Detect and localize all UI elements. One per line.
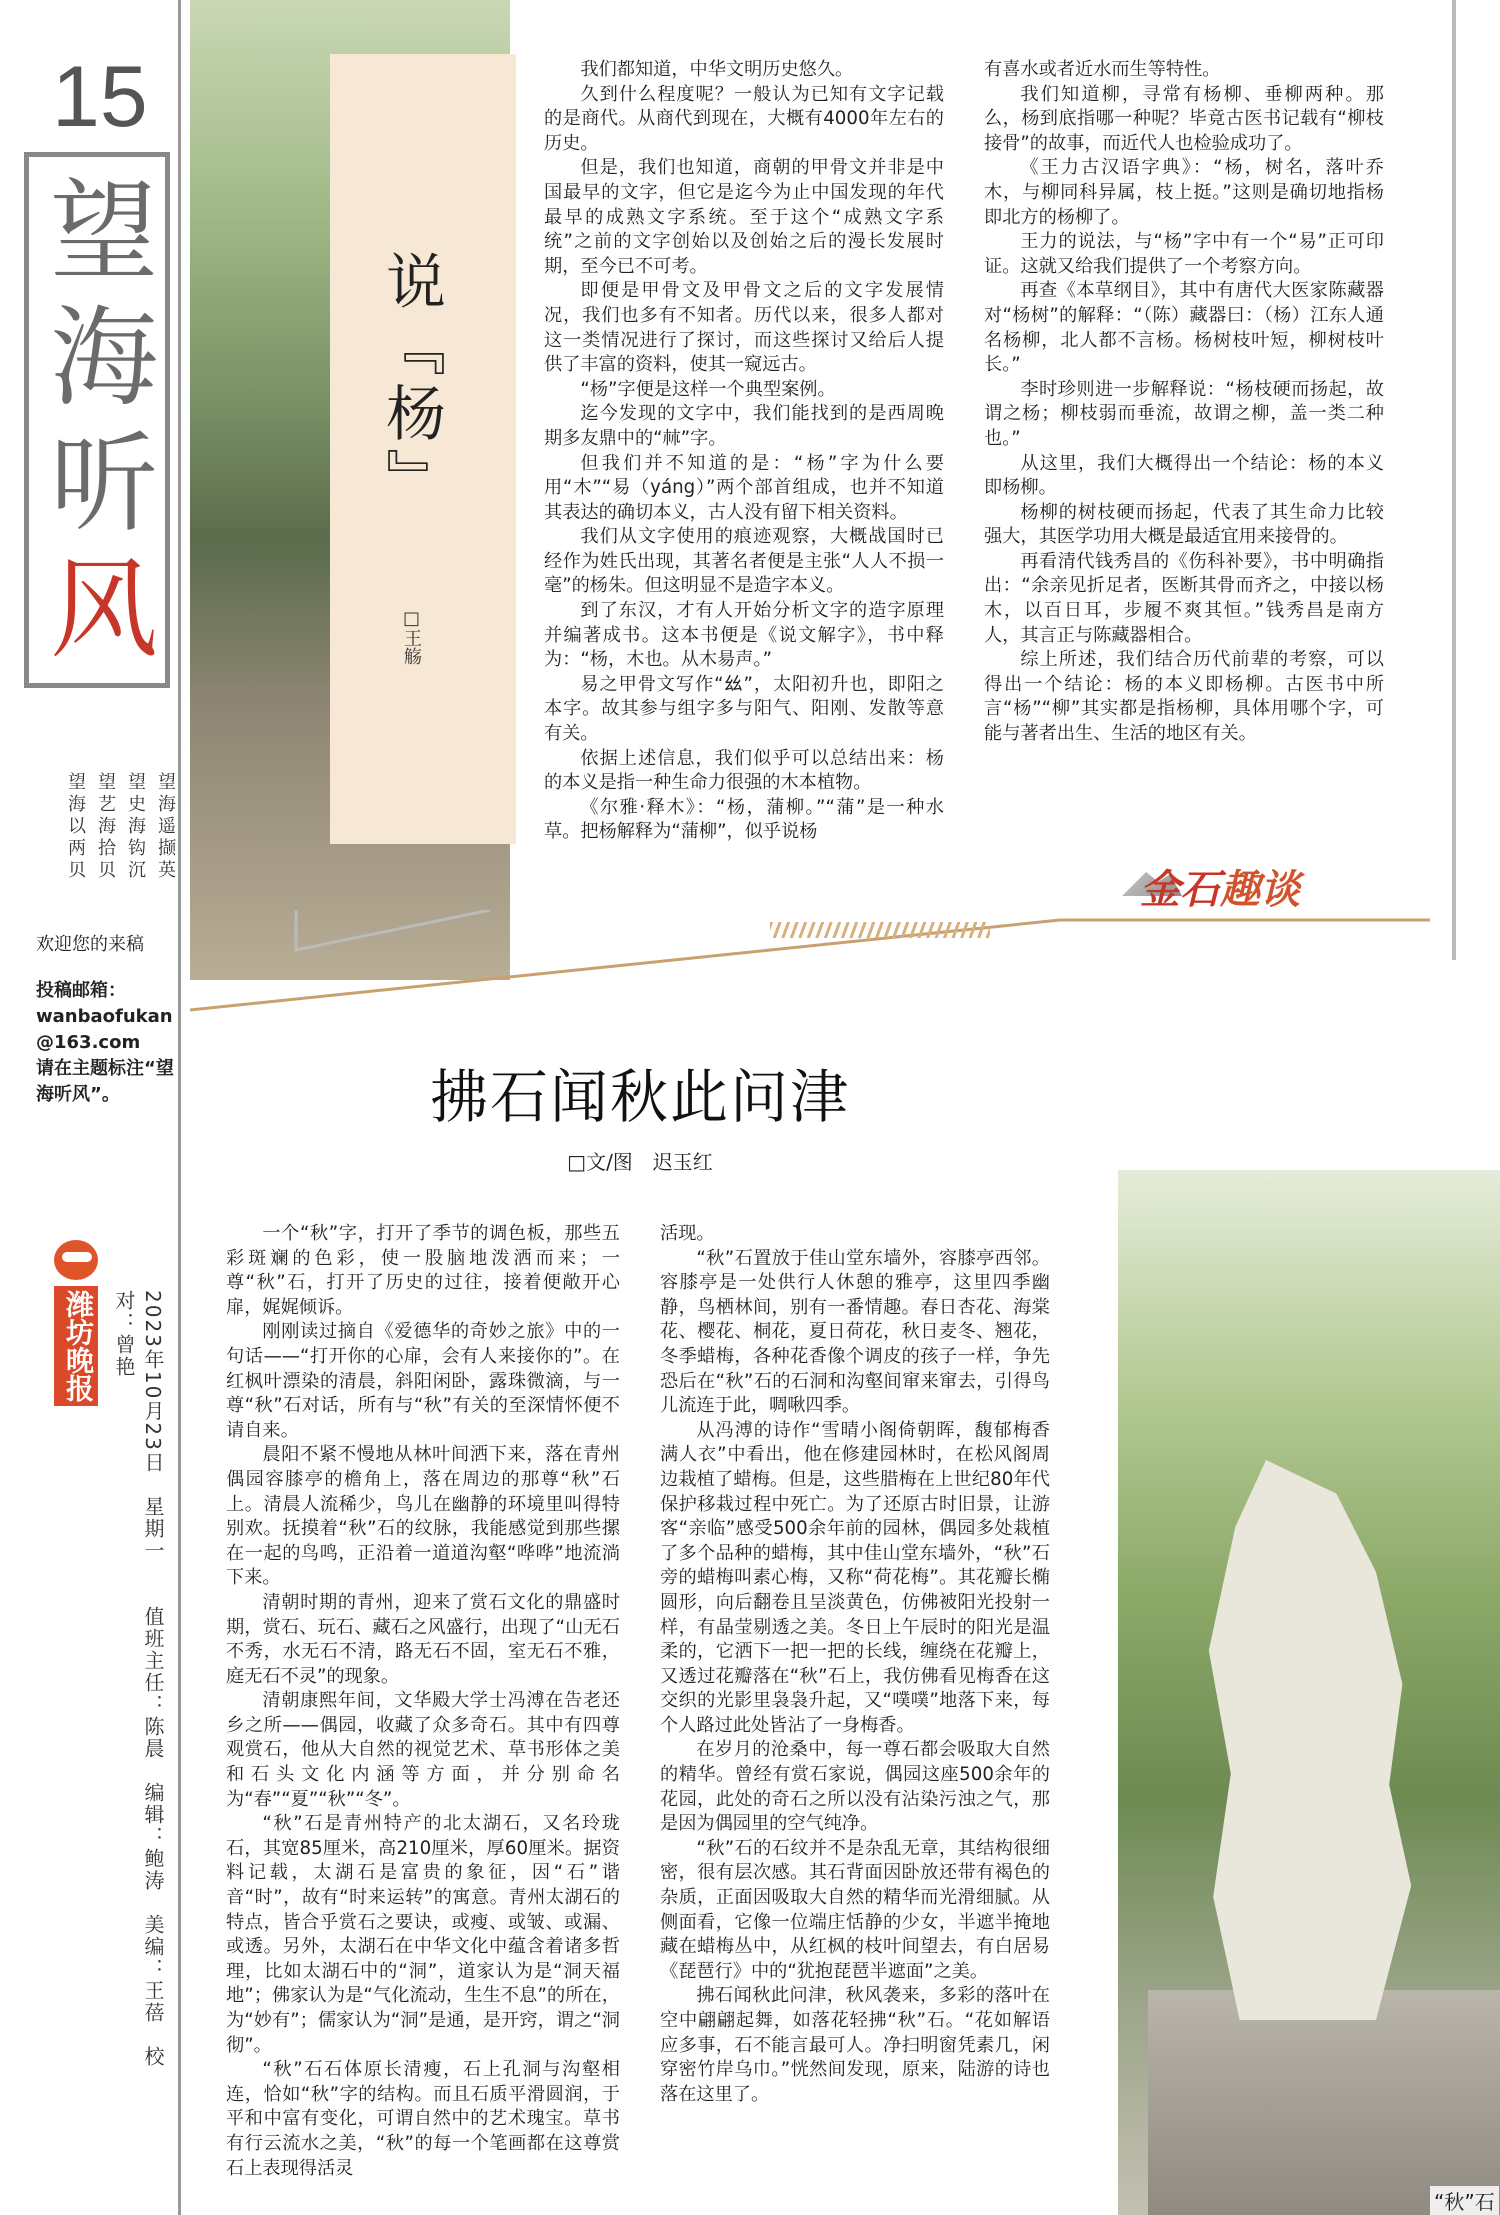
paragraph: 活现。 [660,1223,715,1244]
paragraph: 但是，我们也知道，商朝的甲骨文并非是中国最早的文字，但它是迄今为止中国发现的年代最早的成熟文字系统。至于这个“成熟文字系统”之前的文字创始以及创始之后的漫长发展时期，至今已不可考。 [544,157,944,277]
article-title: 拂石闻秋此问津 [429,1063,850,1131]
paragraph: 到了东汉，才有人开始分析文字的造字原理并编著成书。这本书便是《说文解字》，书中释为：“杨，木也。从木昜声。” [544,600,944,671]
submission-info [36,978,176,1108]
paragraph: 再看清代钱秀昌的《伤科补要》，书中明确指出：“余亲见折足者，医断其骨而齐之，中接以杨木，以百日耳，步履不爽其恒。”钱秀昌是南方人，其言正与陈藏器相合。 [984,550,1384,646]
column-title-char: 听 [50,422,159,547]
paragraph: 但我们并不知道的是：“杨”字为什么要用“木”“易（yáng）”两个部首组成，也并不知道其表达的确切本义，古人没有留下相关资料。 [544,452,944,523]
email-address-line2: @163.com [36,1032,141,1053]
paragraph: “杨”字便是这样一个典型案例。 [580,378,836,400]
paragraph: 有喜水或者近水而生等特性。 [984,59,1221,80]
article-column [226,1222,620,2181]
article-title: 说『杨』 [376,250,446,514]
paragraph: 《尔雅·释木》：“杨，蒲柳。”“蒲”是一种水草。把杨解释为“蒲柳”，似乎说杨 [544,796,944,843]
welcome-text: 欢迎您的来稿 [36,934,144,955]
paragraph: 李时珍则进一步解释说：“杨枝硬而扬起，故谓之杨；柳枝弱而垂流，故谓之柳，盖一类二种也。” [984,378,1384,449]
slogan-line: 望海以两贝 [65,772,86,882]
paragraph: 杨柳的树枝硬而扬起，代表了其生命力比较强大，其医学功用大概是最适宜用来接骨的。 [984,501,1384,548]
rail-divider [178,0,181,2215]
paragraph: “秋”石是青州特产的北太湖石，又名玲珑石，其宽85厘米，高210厘米，厚60厘米。据资料记载，太湖石是富贵的象征，因“石”谐音“时”，故有“时来运转”的寓意。青州太湖石的特点，皆合乎赏石之要诀，或瘦、或皱、或漏、或透。另外，太湖石在中华文化中蕴含着诸多哲理，比如太湖石中的“洞”，道家认为是“洞天福地”；佛家认为是“气化流动，生生不息”的所在，为“妙有”；儒家认为“洞”是通，是开窍，谓之“洞彻”。 [226,1813,620,2056]
newspaper-logo-icon [54,1240,98,1280]
column-title-accent: 风 [50,548,159,673]
paragraph: 我们从文字使用的痕迹观察，大概战国时已经作为姓氏出现，其著名者便是主张“人人不损一毫”的杨朱。但这明显不是造字本义。 [544,526,944,597]
article-author: □文/图 迟玉红 [567,1150,713,1174]
paragraph: 刚刚读过摘自《爱德华的奇妙之旅》中的一句话——“打开你的心扉，会有人来接你的”。在红枫叶漂染的清晨，斜阳闲卧，露珠微滴，与一尊“秋”石对话，所有与“秋”有关的至深情怀便不请自来。 [226,1321,620,1441]
paragraph: 综上所述，我们结合历代前辈的考察，可以得出一个结论：杨的本义即杨柳。古医书中所言“杨”“柳”其实都是指杨柳，具体用哪个字，可能与著者出生、生活的地区有关。 [984,649,1384,745]
paragraph: 即便是甲骨文及甲骨文之后的文字发展情况，我们也多有不知者。历代以来，很多人都对这一类情况进行了探讨，而这些探讨又给后人提供了丰富的资料，使其一窥远古。 [544,280,944,376]
column-title [50,170,159,674]
section-label-a: 金石 [1140,866,1220,913]
paragraph: 我们都知道，中华文明历史悠久。 [580,59,854,80]
paragraph: 晨阳不紧不慢地从林叶间洒下来，落在青州偶园容膝亭的檐角上，落在周边的那尊“秋”石上。清晨人流稀少，鸟儿在幽静的环境里叫得特别欢。抚摸着“秋”石的纹脉，我能感觉到那些摞在一起的鸟鸣，正沿着一道道沟壑“哗哗”地流淌下来。 [226,1444,620,1589]
paragraph: 再查《本草纲目》，其中有唐代大医家陈藏器对“杨树”的解释：“（陈）藏器曰：（杨）江东人通名杨柳，北人都不言杨。杨树枝叶短，柳树枝叶长。” [984,280,1384,376]
slogan-line: 望史海钩沉 [125,772,146,882]
section-label-b: 趣谈 [1220,866,1300,913]
decorative-stripe [770,922,990,938]
newspaper-logo [54,1240,98,1406]
paragraph: 一个“秋”字，打开了季节的调色板，那些五彩斑斓的色彩，使一股脑地泼洒而来；一尊“秋”石，打开了历史的过往，接着便敞开心扉，娓娓倾诉。 [226,1223,620,1318]
paragraph: 依据上述信息，我们似乎可以总结出来：杨的本义是指一种生命力很强的木本植物。 [544,747,944,794]
paragraph: “秋”石的石纹并不是杂乱无章，其结构很细密，很有层次感。其石背面因卧放还带有褐色的杂质，正面因吸取大自然的精华而光滑细腻。从侧面看，它像一位端庄恬静的少女，半遮半掩地藏在蜡梅丛中，从红枫的枝叶间望去，有白居易《琵琶行》中的“犹抱琵琶半遮面”之美。 [660,1837,1050,1982]
paragraph: 拂石闻秋此问津，秋风袭来，多彩的落叶在空中翩翩起舞，如落花轻拂“秋”石。“花如解语应多事，石不能言最可人。净扫明窗凭素几，闲穿密竹岸乌巾。”恍然间发现，原来，陆游的诗也落在这里了。 [660,1985,1050,2105]
page-number: 15 [52,49,148,145]
paragraph: 王力的说法，与“杨”字中有一个“易”正可印证。这就又给我们提供了一个考察方向。 [984,231,1384,277]
paragraph: 清朝康熙年间，文华殿大学士冯溥在告老还乡之所——偶园，收藏了众多奇石。其中有四尊观赏石，他从大自然的视觉艺术、草书形体之美和石头文化内涵等方面，并分别命名为“春”“夏”“秋”“冬”。 [226,1690,620,1810]
paragraph: 清朝时期的青州，迎来了赏石文化的鼎盛时期，赏石、玩石、藏石之风盛行，出现了“山无石不秀，水无石不清，路无石不固，室无石不雅，庭无石不灵”的现象。 [226,1591,620,1687]
paragraph: 久到什么程度呢？一般认为已知有文字记载的是商代。从商代到现在，大概有4000年左右的历史。 [544,83,944,154]
column-title-char: 望 [50,170,159,295]
paragraph: 易之甲骨文写作“𢆶”，太阳初升也，即阳之本字。故其参与组字多与阳气、阳刚、发散等意有关。 [544,673,944,745]
email-address-line1: wanbaofukan [36,1006,173,1027]
column-slogan [46,772,176,882]
section-label [1140,858,1300,915]
paragraph: 我们知道柳，寻常有杨柳、垂柳两种。那么，杨到底指哪一种呢？毕竟古医书记载有“柳枝接骨”的故事，而近代人也检验成功了。 [984,83,1384,154]
paragraph: 《王力古汉语字典》：“杨，树名，落叶乔木，与柳同科异属，枝上挺。”这则是确切地指杨即北方的杨柳了。 [984,157,1384,228]
paragraph: 从这里，我们大概得出一个结论：杨的本义即杨柳。 [984,452,1384,499]
newspaper-name: 潍坊晚报 [54,1286,98,1406]
paragraph: 从冯溥的诗作“雪晴小阁倚朝晖，馥郁梅香满人衣”中看出，他在修建园林时，在松风阁周边栽植了蜡梅。但是，这些腊梅在上世纪80年代保护移栽过程中死亡。为了还原古时旧景，让游客“亲临”感受500余年前的园林，偶园多处栽植了多个品种的蜡梅，其中佳山堂东墙外，“秋”石旁的蜡梅叫素心梅，又称“荷花梅”。其花瓣长椭圆形，向后翻卷且呈淡黄色，仿佛被阳光投射一样，有晶莹剔透之美。冬日上午辰时的阳光是温柔的，它洒下一把一把的长线，缠绕在花瓣上，又透过花瓣落在“秋”石上，我仿佛看见梅香在这交织的光影里袅袅升起，又“噗噗”地落下来，每个人路过此处皆沾了一身梅香。 [660,1419,1050,1736]
paragraph: “秋”石石体原长清瘦，石上孔洞与沟壑相连，恰如“秋”字的结构。而且石质平滑圆润，于平和中富有变化，可谓自然中的艺术瑰宝。草书有行云流水之美，“秋”的每一个笔画都在这尊赏石上表现得活灵 [226,2059,620,2179]
issue-credits: 2023年10月23日 星期一 值班主任：陈晨 编辑：鲍涛 美编：王蓓 校对：曾艳 [112,1290,165,2068]
paragraph: 迄今发现的文字中，我们能找到的是西周晚期多友鼎中的“𣏟”字。 [544,403,944,449]
article-author: □王觞 [401,608,422,665]
column-title-char: 海 [50,296,159,421]
article-column [984,58,1384,747]
stone-pedestal [1148,1990,1500,2215]
article-column [660,1222,1050,2107]
paragraph: “秋”石置放于佳山堂东墙外，容膝亭西邻。容膝亭是一处供行人休憩的雅亭，这里四季幽静，鸟栖林间，别有一番情趣。春日杏花、海棠花、樱花、桐花，夏日荷花，秋日麦冬、翘花，冬季蜡梅，各种花香像个调皮的孩子一样，争先恐后在“秋”石的石洞和沟壑间窜来窜去，引得鸟儿流连于此，啁啾四季。 [660,1247,1050,1417]
photo-caption: “秋”石 [1430,2186,1499,2215]
submission-note: 请在主题标注“望海听风”。 [36,1058,174,1105]
article-column [544,58,944,845]
email-label: 投稿邮箱： [36,980,126,1001]
slogan-line: 望海遥撷英 [155,772,176,882]
slogan-line: 望艺海拾贝 [95,772,116,882]
paragraph: 在岁月的沧桑中，每一尊石都会吸取大自然的精华。曾经有赏石家说，偶园这座500余年的花园，此处的奇石之所以没有沾染污浊之气，那是因为偶园里的空气纯净。 [660,1739,1050,1835]
